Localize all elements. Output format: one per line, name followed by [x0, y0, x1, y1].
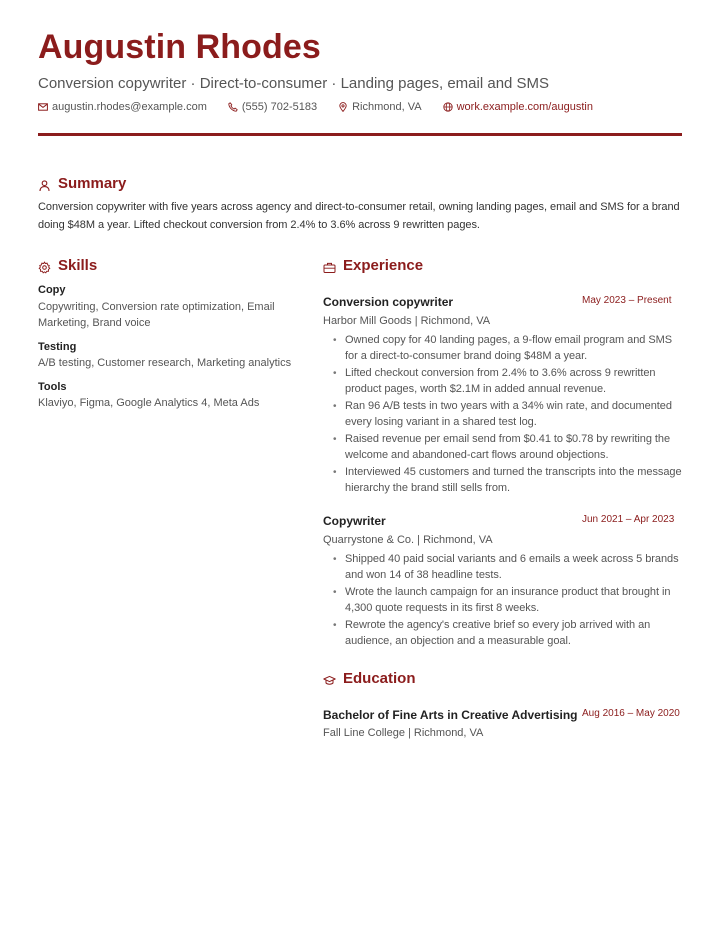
bullet-item: • Ran 96 A/B tests in two years with a 34% win rate, and documented every losing variant in a shared test log. [333, 399, 685, 430]
bullet-item: • Rewrote the agency's creative brief so every job arrived with an audience, an objection and a measurable goal. [333, 618, 685, 649]
bullet-item: • Wrote the launch campaign for an insurance product that brought in 4,300 quote requests in its first 8 weeks. [333, 585, 685, 616]
skill-group-label-copy: Copy [38, 284, 66, 296]
degree-dates: Aug 2016 – May 2020 [582, 708, 680, 719]
skill-group-text-copy: Copywriting, Conversion rate optimization, Email Marketing, Brand voice [38, 301, 275, 329]
job-title: Conversion copywriter [323, 295, 454, 309]
location-text: Richmond, VA [352, 101, 422, 113]
degree-title: Bachelor of Fine Arts in Creative Advertising [323, 708, 578, 722]
contact-phone[interactable] [228, 101, 317, 113]
website-link[interactable]: work.example.com/augustin [456, 101, 593, 113]
bullet-item: • Raised revenue per email send from $0.41 to $0.78 by rewriting the welcome and abandoned-cart flows around objections. [333, 432, 685, 463]
education-title: Education [343, 670, 416, 687]
job-employer: Quarrystone & Co. | Richmond, VA [323, 534, 493, 546]
headline: Conversion copywriter · Direct-to-consumer · Landing pages, email and SMS [38, 75, 550, 92]
graduation-cap-icon [323, 674, 336, 687]
summary-title: Summary [58, 175, 127, 192]
contact-bar [38, 100, 593, 114]
envelope-icon [38, 102, 48, 112]
job-bullets [333, 333, 685, 498]
skill-group-text-testing: A/B testing, Customer research, Marketing analytics [38, 357, 292, 369]
experience-title: Experience [343, 257, 424, 274]
summary-heading [38, 175, 126, 193]
skills-title: Skills [58, 257, 98, 274]
bullet-item: • Lifted checkout conversion from 2.4% to 3.6% across 9 rewritten product pages, worth $2.1M in added annual revenue. [333, 366, 685, 397]
contact-website[interactable] [443, 101, 593, 113]
map-pin-icon [338, 102, 348, 112]
education-heading [323, 670, 416, 688]
globe-icon [443, 102, 453, 112]
skill-group-label-tools: Tools [38, 381, 67, 393]
contact-location [338, 101, 422, 113]
person-icon [38, 179, 51, 192]
bullet-item: • Shipped 40 paid social variants and 6 emails a week across 5 brands and won 14 of 38 headline tests. [333, 552, 685, 583]
header-divider [38, 133, 682, 136]
skill-group-text-tools: Klaviyo, Figma, Google Analytics 4, Meta Ads [38, 397, 260, 409]
job-bullets [333, 552, 685, 651]
job-dates: May 2023 – Present [582, 295, 672, 306]
email-text: augustin.rhodes@example.com [52, 101, 207, 113]
gear-icon [38, 261, 51, 274]
phone-icon [228, 102, 238, 112]
job-title: Copywriter [323, 514, 386, 528]
job-employer: Harbor Mill Goods | Richmond, VA [323, 315, 491, 327]
contact-email[interactable] [38, 101, 207, 113]
job-dates: Jun 2021 – Apr 2023 [582, 514, 675, 525]
bullet-item: • Interviewed 45 customers and turned the transcripts into the message hierarchy the brand still sells from. [333, 465, 685, 496]
bullet-item: • Owned copy for 40 landing pages, a 9-flow email program and SMS for a direct-to-consumer brand doing $48M a year. [333, 333, 685, 364]
briefcase-icon [323, 261, 336, 274]
skills-heading [38, 257, 97, 275]
school-name: Fall Line College | Richmond, VA [323, 727, 484, 739]
experience-heading [323, 257, 423, 275]
candidate-name: Augustin Rhodes [38, 28, 321, 66]
skill-group-label-testing: Testing [38, 341, 77, 353]
summary-text: Conversion copywriter with five years across agency and direct-to-consumer retail, owning landing pages, email and SMS for a brand doing $48M a year. Lifted checkout conversion from 2.4% to 3.6% across 9 rewritten pages. [38, 201, 680, 231]
phone-text: (555) 702-5183 [241, 101, 318, 113]
